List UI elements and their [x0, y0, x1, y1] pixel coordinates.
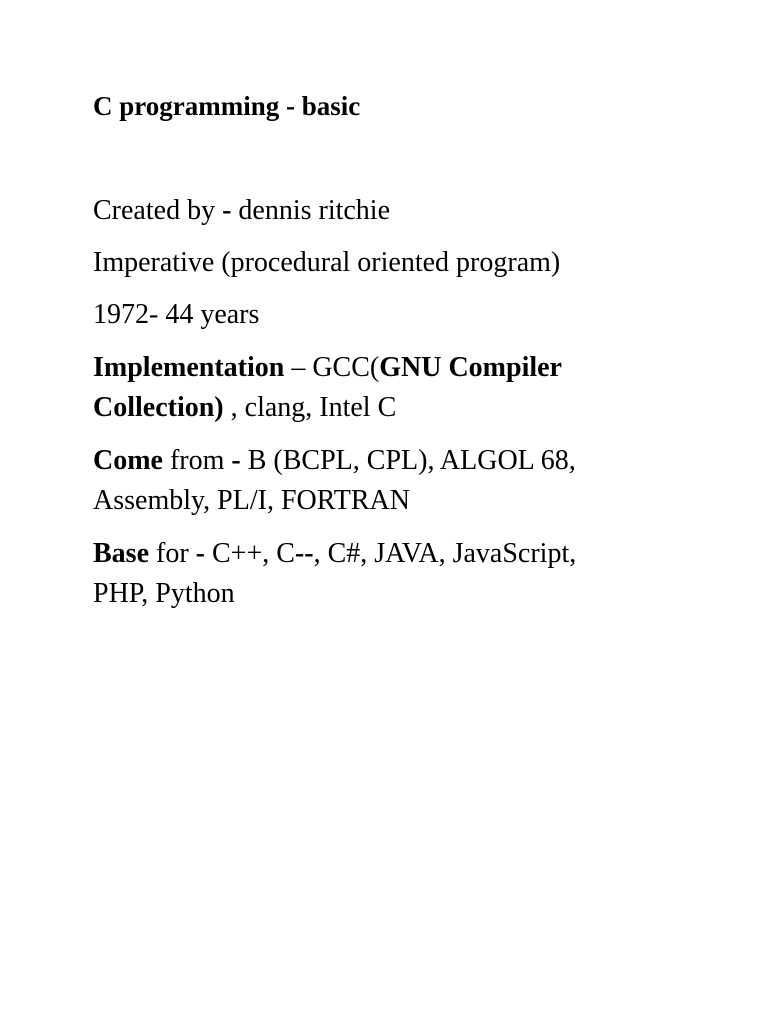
come-from-dash: -: [231, 445, 248, 476]
paradigm-line: Imperative (procedural oriented program): [93, 247, 561, 278]
base-for-line-1: [93, 535, 576, 573]
come-from-line-2: Assembly, PL/I, FORTRAN: [93, 485, 410, 516]
come-from-label: Come: [93, 445, 163, 476]
come-from-text-2: B (BCPL, CPL), ALGOL 68,: [247, 445, 576, 476]
implementation-line-2: [93, 389, 396, 427]
base-for-label: Base: [93, 538, 149, 569]
implementation-label: Implementation: [93, 352, 285, 383]
collection-text: Collection): [93, 392, 224, 423]
base-for-dash: -: [195, 538, 212, 569]
gnu-compiler-text: GNU Compiler: [379, 352, 562, 383]
implementation-text-2: , clang, Intel C: [223, 392, 397, 423]
come-from-line-1: [93, 442, 576, 480]
created-by-dash: -: [222, 195, 239, 226]
base-for-bold-dashes: --: [294, 538, 314, 569]
implementation-line-1: [93, 349, 562, 387]
page-title: C programming - basic: [93, 91, 361, 121]
base-for-line-2: PHP, Python: [93, 578, 235, 609]
year-line: 1972- 44 years: [93, 299, 260, 330]
created-by-value: dennis ritchie: [238, 195, 391, 226]
come-from-text-1: from: [162, 445, 232, 476]
base-for-text-1: for: [149, 538, 196, 569]
implementation-text-1: – GCC(: [284, 352, 380, 383]
base-for-text-3: , C#, JAVA, JavaScript,: [313, 538, 577, 569]
created-by-label: Created by: [93, 195, 223, 226]
base-for-text-2: C++, C: [211, 538, 295, 569]
created-by-line: [93, 192, 390, 230]
